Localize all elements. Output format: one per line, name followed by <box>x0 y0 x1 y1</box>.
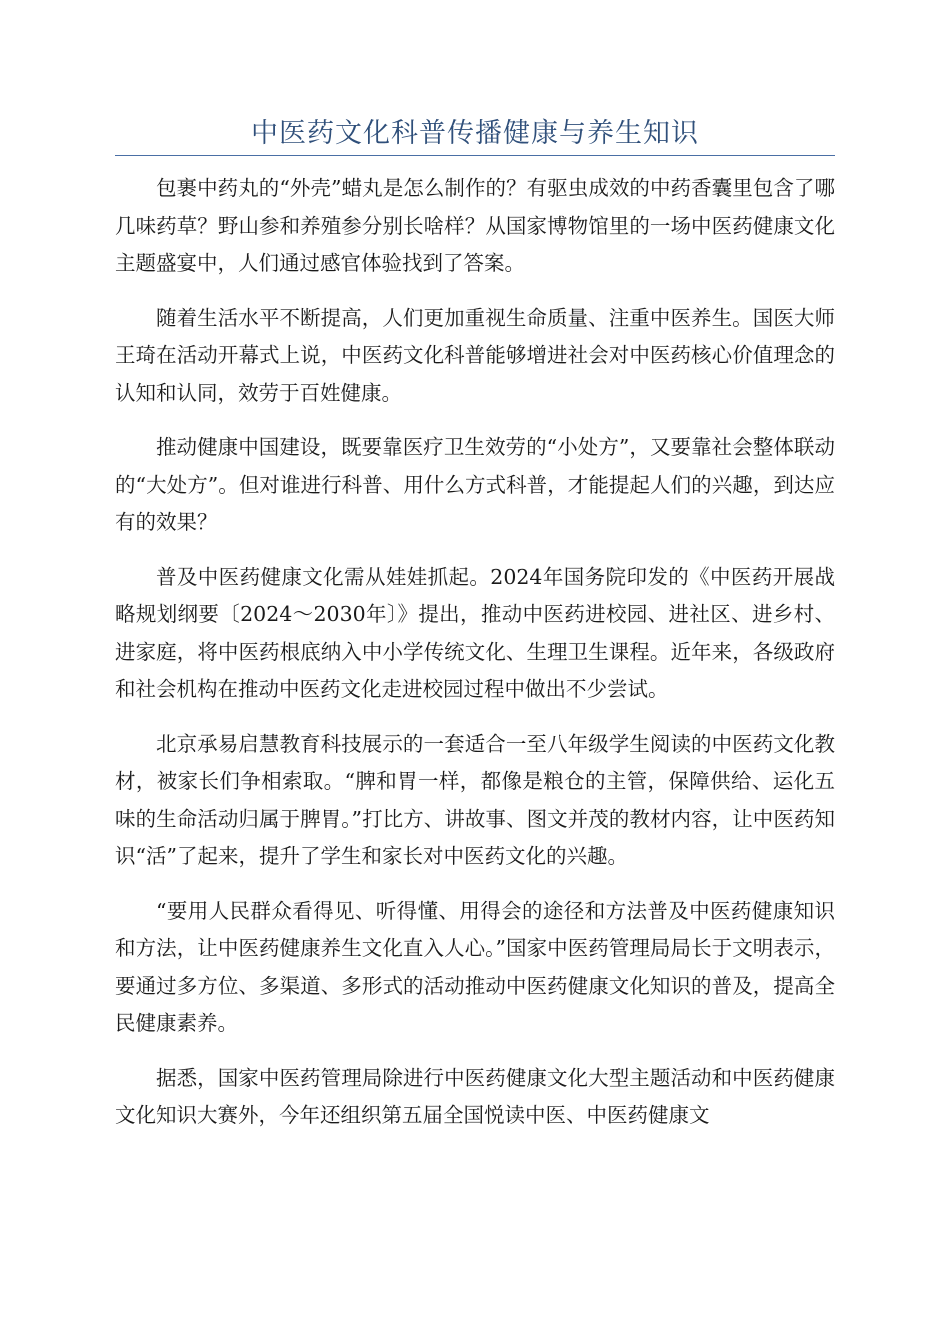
paragraph-5: 北京承易启慧教育科技展示的一套适合一至八年级学生阅读的中医药文化教材，被家长们争相索取。“脾和胃一样，都像是粮仓的主管，保障供给、运化五味的生命活动归属于脾胃。”打比方、讲故事、图文并茂的教材内容，让中医药知识“活”了起来，提升了学生和家长对中医药文化的兴趣。 <box>115 731 835 868</box>
paragraph-1: 包裹中药丸的“外壳”蜡丸是怎么制作的？有驱虫成效的中药香囊里包含了哪几味药草？野山参和养殖参分别长啥样？从国家博物馆里的一场中医药健康文化主题盛宴中，人们通过感官体验找到了答案。 <box>115 176 835 275</box>
paragraph-3: 推动健康中国建设，既要靠医疗卫生效劳的“小处方”，又要靠社会整体联动的“大处方”。但对谁进行科普、用什么方式科普，才能提起人们的兴趣，到达应有的效果？ <box>115 435 835 534</box>
title-underline <box>115 155 835 156</box>
paragraph-7: 据悉，国家中医药管理局除进行中医药健康文化大型主题活动和中医药健康文化知识大赛外，今年还组织第五届全国悦读中医、中医药健康文 <box>115 1065 835 1127</box>
paragraph-4: 普及中医药健康文化需从娃娃抓起。2024年国务院印发的《中医药开展战略规划纲要〔2024～2030年〕》提出，推动中医药进校园、进社区、进乡村、进家庭，将中医药根底纳入中小学传统文化、生理卫生课程。近年来，各级政府和社会机构在推动中医药文化走进校园过程中做出不少尝试。 <box>115 564 835 701</box>
document-body <box>115 170 835 1152</box>
paragraph-6: “要用人民群众看得见、听得懂、用得会的途径和方法普及中医药健康知识和方法，让中医药健康养生文化直入人心。”国家中医药管理局局长于文明表示，要通过多方位、多渠道、多形式的活动推动中医药健康文化知识的普及，提高全民健康素养。 <box>115 898 835 1035</box>
document-title: 中医药文化科普传播健康与养生知识 <box>251 118 699 149</box>
paragraph-2: 随着生活水平不断提高，人们更加重视生命质量、注重中医养生。国医大师王琦在活动开幕式上说，中医药文化科普能够增进社会对中医药核心价值理念的认知和认同，效劳于百姓健康。 <box>115 305 835 405</box>
